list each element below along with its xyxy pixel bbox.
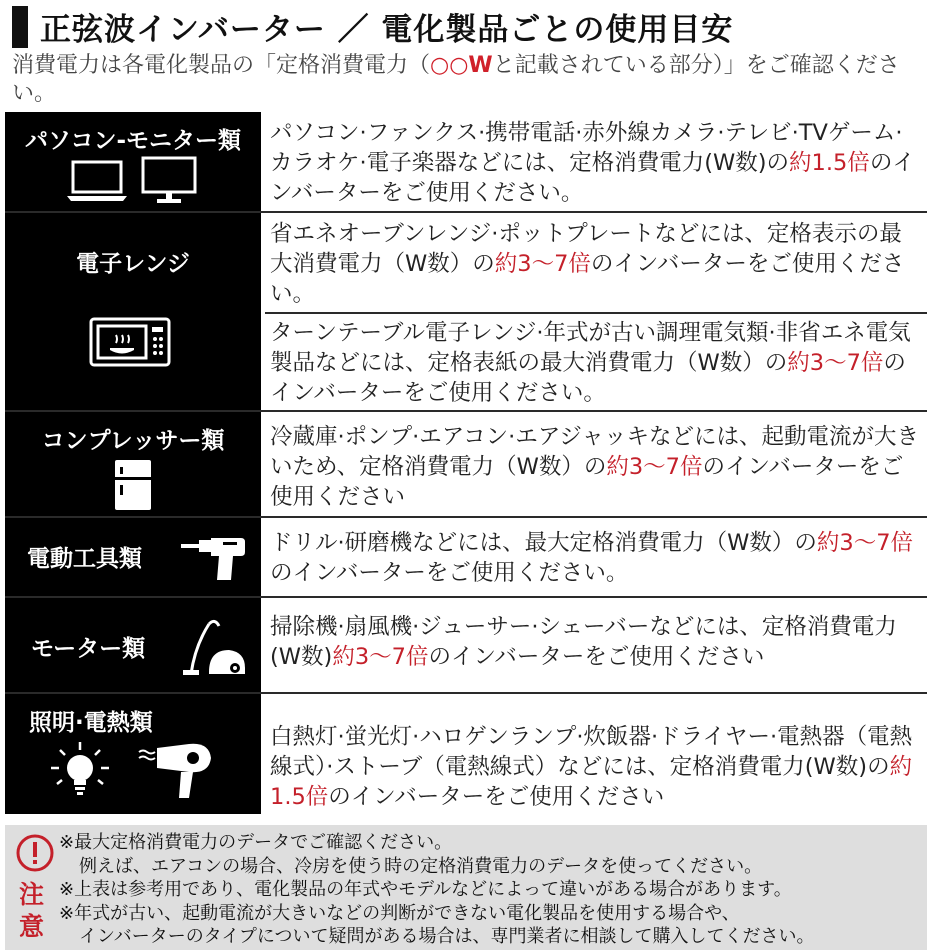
desc-text: のインバーターをご使用ください	[270, 454, 904, 510]
row-description	[270, 318, 922, 408]
note-line: ※年式が古い、起動電流が大きいなどの判断ができない電化製品を使用する場合や、	[59, 902, 740, 924]
note-line: 例えば、エアコンの場合、冷房を使う時の定格消費電力のデータを使ってください。	[79, 855, 763, 877]
monitor-icon	[141, 156, 197, 204]
caution-text	[59, 831, 919, 949]
desc-text: ターンテーブル電子レンジ·年式が古い調理電気類·非省エネ電気製品などには、定格表紙の最大消費電力（W数）の	[270, 320, 911, 376]
table-row	[5, 412, 927, 518]
row-description	[270, 722, 922, 812]
row-divider	[265, 312, 927, 314]
hair-dryer-icon	[137, 742, 213, 800]
light-bulb-icon	[47, 738, 113, 804]
category-label: コンプレッサー類	[41, 428, 225, 454]
desc-multiplier: 約3〜7倍	[606, 454, 703, 480]
page-title: 正弦波インバーター ／ 電化製品ごとの使用目安	[40, 12, 734, 48]
microwave-icon	[89, 317, 171, 367]
note-line: ※最大定格消費電力のデータでご確認ください。	[59, 832, 453, 853]
desc-text: のインバーターをご使用ください。	[270, 251, 905, 307]
desc-text: パソコン·ファンクス·携帯電話·赤外線カメラ·テレビ·TVゲーム·カラオケ·電子楽器などには、定格消費電力(W数)の	[270, 120, 903, 176]
category-cell	[5, 112, 261, 211]
category-cell	[5, 598, 261, 692]
intro-highlight: ○○W	[430, 53, 493, 78]
category-cell	[5, 213, 261, 410]
row-description	[270, 422, 922, 512]
category-label: 照明·電熱類	[29, 710, 153, 736]
title-accent-bar	[12, 6, 28, 48]
desc-text: のインバーターをご使用ください。	[270, 350, 906, 406]
warning-icon	[15, 833, 55, 873]
refrigerator-icon	[113, 458, 153, 512]
intro-after: と記載されている部分）」をご確認ください。	[12, 53, 900, 106]
desc-text: 白熱灯·蛍光灯·ハロゲンランプ·炊飯器·ドライヤー·電熱器（電熱線式）·ストーブ（電熱線式）などには、定格消費電力(W数)の	[270, 724, 913, 780]
vacuum-cleaner-icon	[181, 616, 247, 678]
desc-text: 掃除機·扇風機·ジューサー·シェーバーなどには、定格消費電力(W数)	[270, 614, 897, 670]
desc-text: のインバーターをご使用ください。	[270, 560, 629, 586]
desc-text: 冷蔵庫·ポンプ·エアコン·エアジャッキなどには、起動電流が大きいため、定格消費電力（W数）の	[270, 424, 919, 480]
note-line: ※上表は参考用であり、電化製品の年式やモデルなどによって違いがある場合があります。	[59, 879, 792, 900]
row-description	[270, 219, 922, 309]
desc-multiplier: 約3〜7倍	[494, 251, 591, 277]
intro-text	[12, 52, 917, 108]
desc-text: 省エネオーブンレンジ·ポットプレートなどには、定格表示の最大消費電力（W数）の	[270, 221, 902, 277]
desc-multiplier: 約1.5倍	[789, 150, 870, 176]
desc-multiplier: 約3〜7倍	[816, 530, 914, 556]
caution-mark-top: 注	[19, 880, 45, 909]
category-cell	[5, 518, 261, 596]
caution-mark-bottom: 意	[19, 912, 45, 941]
intro-before: 消費電力は各電化製品の「定格消費電力（	[12, 53, 431, 78]
desc-text: のインバーターをご使用ください	[428, 644, 765, 670]
caution-box	[5, 825, 927, 950]
laptop-icon	[65, 160, 129, 202]
desc-text: のインバーターをご使用ください。	[270, 150, 915, 206]
row-description	[270, 612, 922, 672]
row-description	[270, 118, 922, 208]
table-row	[5, 518, 927, 598]
category-label: 電動工具類	[27, 546, 142, 572]
desc-multiplier: 約3〜7倍	[332, 644, 429, 670]
category-label: モーター類	[31, 636, 146, 662]
category-cell	[5, 694, 261, 814]
desc-multiplier: 約3〜7倍	[787, 350, 884, 376]
note-line: インバーターのタイプについて疑問がある場合は、専門業者に相談して購入してください。	[79, 926, 815, 947]
desc-text: のインバーターをご使用ください	[328, 784, 665, 810]
table-row	[5, 213, 927, 412]
table-row	[5, 112, 927, 213]
category-label: 電子レンジ	[76, 251, 190, 277]
desc-multiplier: 約1.5倍	[270, 754, 913, 810]
table-row	[5, 694, 927, 814]
desc-text: ドリル·研磨機などには、最大定格消費電力（W数）の	[270, 530, 817, 556]
table-row	[5, 598, 927, 694]
category-cell	[5, 412, 261, 516]
drill-icon	[181, 534, 245, 582]
category-label: パソコン-モニター類	[24, 128, 242, 154]
row-description	[270, 528, 922, 588]
